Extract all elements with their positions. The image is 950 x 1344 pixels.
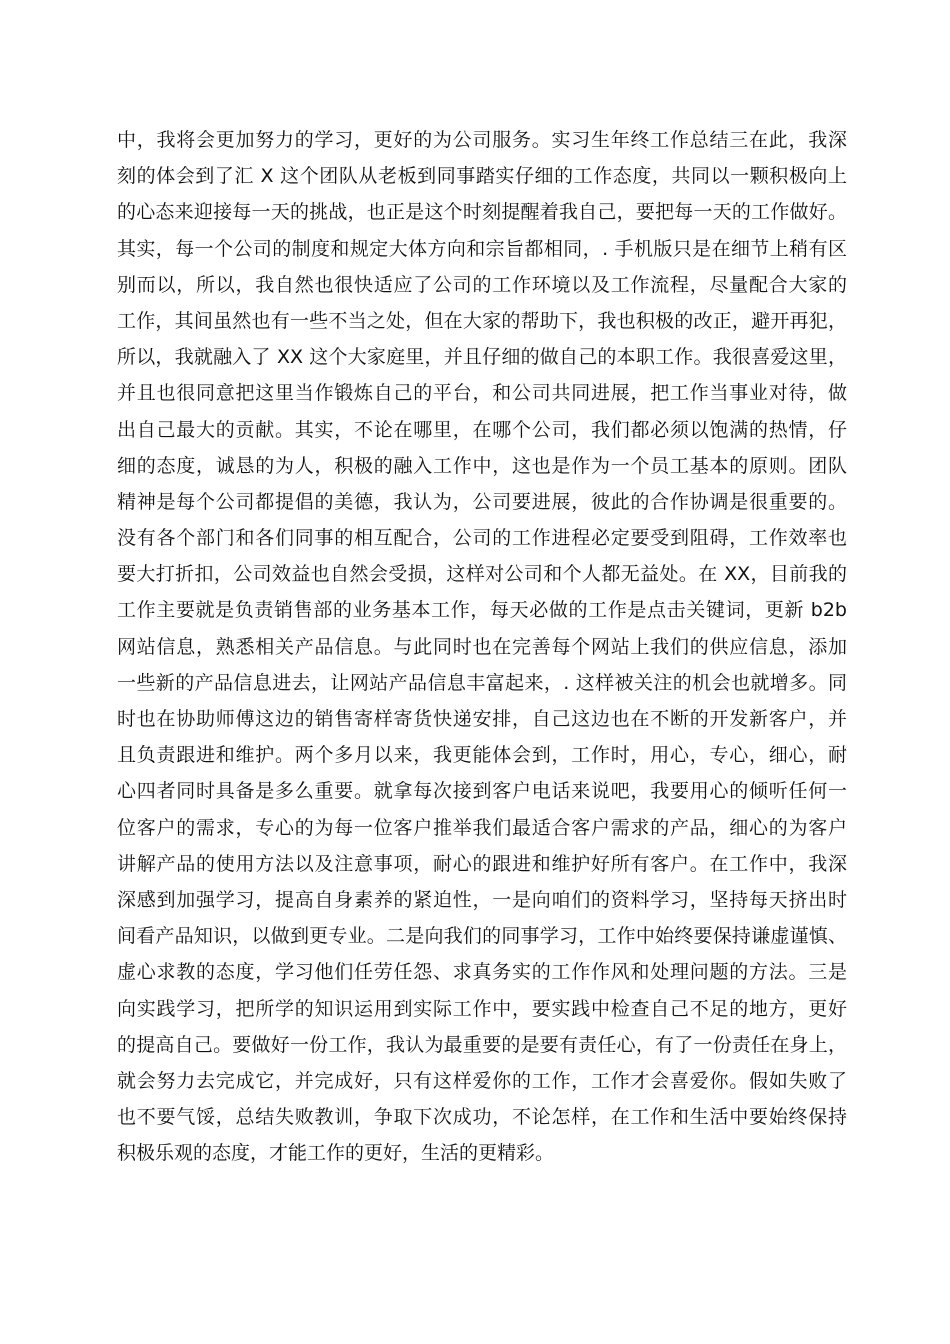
- text-line-last: 积极乐观的态度，才能工作的更好，生活的更精彩。: [117, 1142, 555, 1165]
- text-line: 心四者同时具备是多么重要。就拿每次接到客户电话来说吧，我要用心的倾听任何一: [117, 780, 847, 803]
- text-line: 的心态来迎接每一天的挑战，也正是这个时刻提醒着我自己，要把每一天的工作做好。: [117, 201, 847, 224]
- text-line: 一些新的产品信息进去，让网站产品信息丰富起来，. 这样被关注的机会也就增多。同: [117, 671, 847, 694]
- text-line: 并且也很同意把这里当作锻炼自己的平台，和公司共同进展，把工作当事业对待，做: [117, 382, 847, 405]
- text-line: 的提高自己。要做好一份工作，我认为最重要的是要有责任心，有了一份责任在身上，: [117, 1033, 847, 1056]
- text-line: 中，我将会更加努力的学习，更好的为公司服务。实习生年终工作总结三在此，我深: [117, 129, 847, 151]
- text-line: 深感到加强学习，提高自身素养的紧迫性，一是向咱们的资料学习，坚持每天挤出时: [117, 888, 847, 911]
- text-line: 刻的体会到了汇 X 这个团队从老板到同事踏实仔细的工作态度，共同以一颗积极向上: [117, 165, 847, 188]
- text-line: 向实践学习，把所学的知识运用到实际工作中，要实践中检查自己不足的地方，更好: [117, 997, 847, 1020]
- text-line: 要大打折扣，公司效益也自然会受损，这样对公司和个人都无益处。在 XX，目前我的: [117, 563, 847, 586]
- text-line: 讲解产品的使用方法以及注意事项，耐心的跟进和维护好所有客户。在工作中，我深: [117, 852, 847, 875]
- text-line: 其实，每一个公司的制度和规定大体方向和宗旨都相同，. 手机版只是在细节上稍有区: [117, 237, 847, 260]
- text-line: 间看产品知识，以做到更专业。二是向我们的同事学习，工作中始终要保持谦虚谨慎、: [117, 925, 847, 948]
- text-line: 精神是每个公司都提倡的美德，我认为，公司要进展，彼此的合作协调是很重要的。: [117, 490, 847, 513]
- text-line: 时也在协助师傅这边的销售寄样寄货快递安排，自己这边也在不断的开发新客户，并: [117, 708, 847, 730]
- text-line: 工作主要就是负责销售部的业务基本工作，每天必做的工作是点击关键词，更新 b2b: [117, 599, 847, 622]
- text-line: 网站信息，熟悉相关产品信息。与此同时也在完善每个网站上我们的供应信息，添加: [117, 635, 847, 658]
- text-line: 就会努力去完成它，并完成好，只有这样爱你的工作，工作才会喜爱你。假如失败了: [117, 1069, 847, 1092]
- text-line: 别而以，所以，我自然也很快适应了公司的工作环境以及工作流程，尽量配合大家的: [117, 273, 847, 296]
- text-line: 出自己最大的贡献。其实，不论在哪里，在哪个公司，我们都必须以饱满的热情，仔: [117, 418, 847, 441]
- text-line: 没有各个部门和各们同事的相互配合，公司的工作进程必定要受到阻碍，工作效率也: [117, 527, 847, 550]
- text-line: 位客户的需求，专心的为每一位客户推举我们最适合客户需求的产品，细心的为客户: [117, 816, 847, 839]
- body-text: [117, 122, 847, 1171]
- text-line: 工作，其间虽然也有一些不当之处，但在大家的帮助下，我也积极的改正，避开再犯，: [117, 309, 847, 332]
- text-line: 且负责跟进和维护。两个多月以来，我更能体会到，工作时，用心，专心，细心，耐: [117, 744, 847, 767]
- text-line: 所以，我就融入了 XX 这个大家庭里，并且仔细的做自己的本职工作。我很喜爱这里，: [117, 346, 847, 369]
- text-line: 虚心求教的态度，学习他们任劳任怨、求真务实的工作作风和处理问题的方法。三是: [117, 961, 847, 984]
- text-line: 细的态度，诚恳的为人，积极的融入工作中，这也是作为一个员工基本的原则。团队: [117, 454, 847, 477]
- text-line: 也不要气馁，总结失败教训，争取下次成功，不论怎样，在工作和生活中要始终保持: [117, 1106, 847, 1129]
